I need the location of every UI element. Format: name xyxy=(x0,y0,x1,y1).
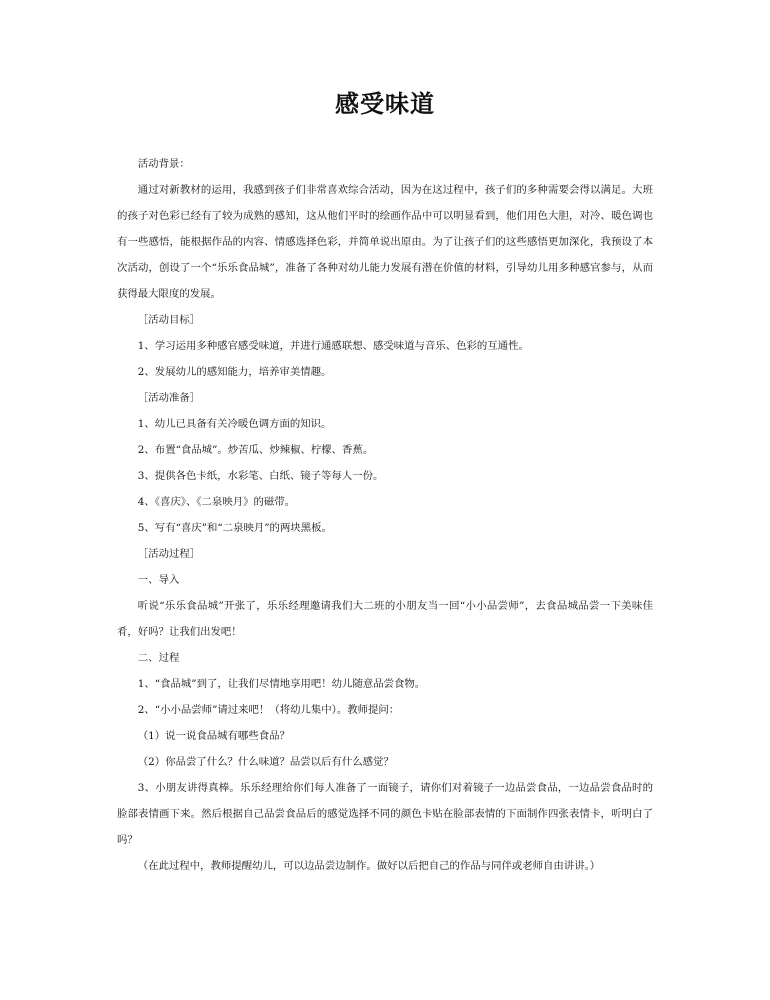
goal-item: 1、学习运用多种感官感受味道，并进行通感联想、感受味道与音乐、色彩的互通性。 xyxy=(137,340,529,352)
process-step: 1、“食品城”到了，让我们尽情地享用吧！幼儿随意品尝食物。 xyxy=(137,678,426,690)
process-question: （2）你品尝了什么？什么味道？品尝以后有什么感觉？ xyxy=(137,756,394,768)
section-heading-goals: ［活动目标］ xyxy=(137,314,201,326)
process-question: （1）说一说食品城有哪些食品？ xyxy=(137,730,290,742)
preparation-item: 1、幼儿已具备有关冷暖色调方面的知识。 xyxy=(137,418,332,430)
preparation-item: 5、写有“喜庆”和“二泉映月”的两块黑板。 xyxy=(137,522,332,534)
process-paragraph: 听说“乐乐食品城”开张了，乐乐经理邀请我们大二班的小朋友当一回“小小品尝师”，去食品城品尝一下美味佳肴，好吗？让我们出发吧！ xyxy=(117,600,653,638)
document-body xyxy=(117,151,653,879)
document-title: 感受味道 xyxy=(335,90,435,118)
preparation-item: 2、布置“食品城”。炒苦瓜、炒辣椒、柠檬、香蕉。 xyxy=(137,444,374,456)
process-step: 3、小朋友讲得真棒。乐乐经理给你们每人准备了一面镜子，请你们对着镜子一边品尝食品，一边品尝食品时的脸部表情画下来。然后根据自己品尝食品后的感觉选择不同的颜色卡贴在脸部表情的下面制作四张表情卡，听明白了吗？ xyxy=(117,782,653,846)
section-heading-process: ［活动过程］ xyxy=(137,548,201,560)
process-step: 2、“小小品尝师”请过来吧！（将幼儿集中）。教师提问： xyxy=(137,704,400,716)
preparation-item: 4、《喜庆》、《二泉映月》的磁带。 xyxy=(137,496,296,508)
section-heading-preparation: ［活动准备］ xyxy=(137,392,201,404)
paragraph-background-label: 活动背景： xyxy=(137,158,190,170)
goal-item: 2、发展幼儿的感知能力，培养审美情趣。 xyxy=(137,366,332,378)
paragraph-background-text: 通过对新教材的运用，我感到孩子们非常喜欢综合活动，因为在这过程中，孩子们的多种需要会得以满足。大班的孩子对色彩已经有了较为成熟的感知，这从他们平时的绘画作品中可以明显看到，他们用色大胆，对冷、暖色调也有一些感悟，能根据作品的内容、情感选择色彩，并简单说出原由。为了让孩子们的这些感悟更加深化，我预设了本次活动，创设了一个“乐乐食品城”，准备了各种对幼儿能力发展有潜在价值的材料，引导幼儿用多种感官参与，从而获得最大限度的发展。 xyxy=(117,184,653,300)
preparation-item: 3、提供各色卡纸，水彩笔、白纸、镜子等每人一份。 xyxy=(137,470,384,482)
process-note: （在此过程中，教师提醒幼儿，可以边品尝边制作。做好以后把自己的作品与同伴或老师自由讲讲。） xyxy=(137,860,601,872)
process-subheading: 一、导入 xyxy=(137,574,180,586)
process-subheading: 二、过程 xyxy=(137,652,180,664)
